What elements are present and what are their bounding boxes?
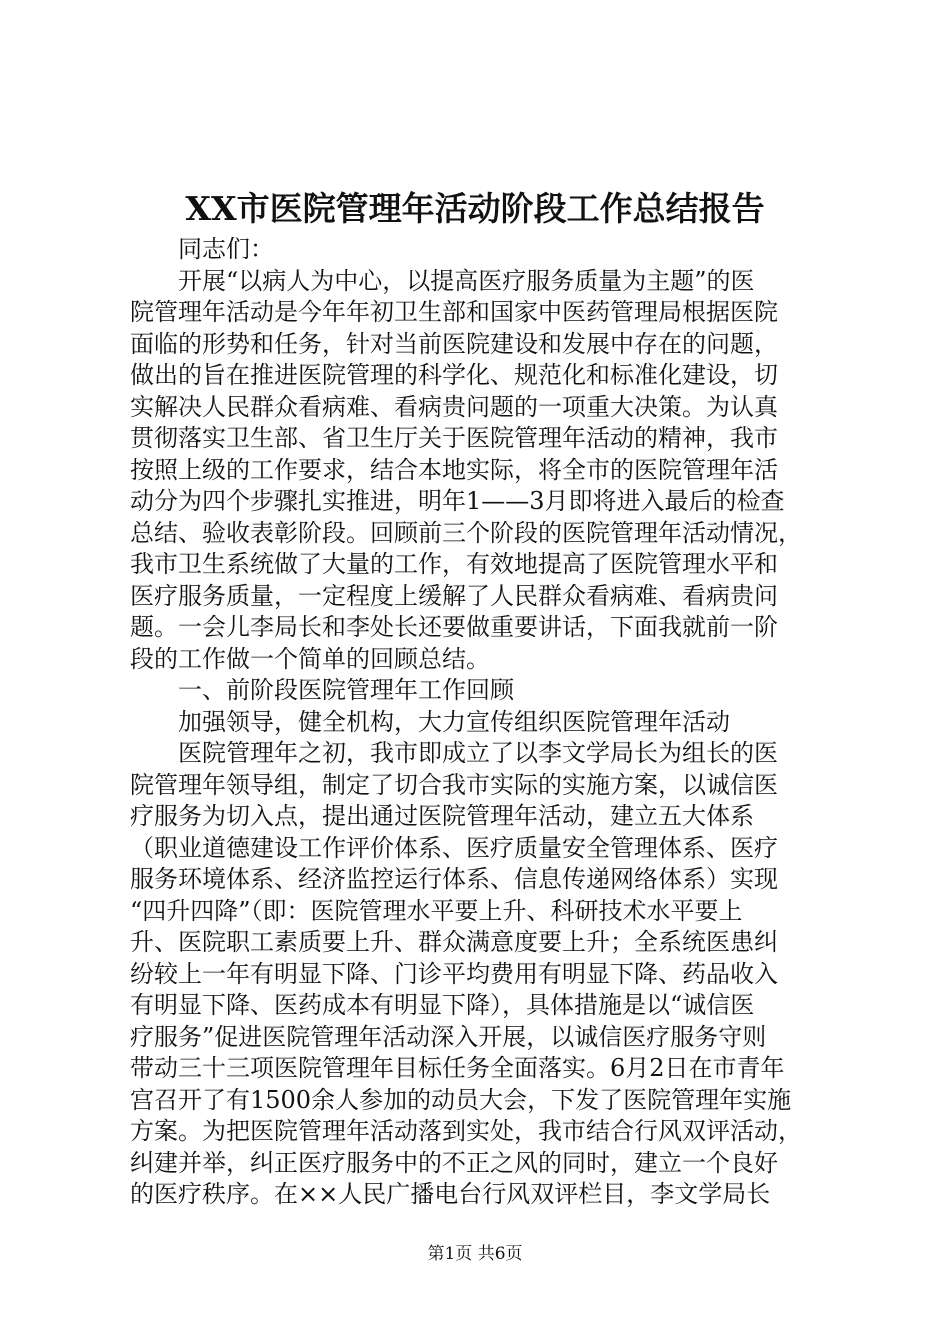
body-line: 院管理年领导组，制定了切合我市实际的实施方案，以诚信医 bbox=[130, 770, 778, 799]
body-line: 总结、验收表彰阶段。回顾前三个阶段的医院管理年活动情况， bbox=[130, 518, 802, 547]
body-line: 按照上级的工作要求，结合本地实际，将全市的医院管理年活 bbox=[130, 455, 778, 484]
body-line: 开展“以病人为中心，以提高医疗服务质量为主题”的医 bbox=[178, 266, 755, 295]
body-line: 做出的旨在推进医院管理的科学化、规范化和标准化建设，切 bbox=[130, 361, 778, 389]
body-line: 动分为四个步骤扎实推进，明年1——3月即将进入最后的检查 bbox=[130, 487, 785, 515]
body-line: 段的工作做一个简单的回顾总结。 bbox=[130, 644, 490, 673]
body-line: 面临的形势和任务，针对当前医院建设和发展中存在的问题， bbox=[130, 329, 778, 358]
body-line: 疗服务”促进医院管理年活动深入开展，以诚信医疗服务守则 bbox=[130, 1022, 767, 1051]
body-line: 加强领导，健全机构，大力宣传组织医院管理年活动 bbox=[178, 707, 730, 736]
body-line: 贯彻落实卫生部、省卫生厅关于医院管理年活动的精神，我市 bbox=[130, 424, 778, 452]
body-line: 院管理年活动是今年年初卫生部和国家中医药管理局根据医院 bbox=[130, 298, 778, 326]
body-line: 医疗服务质量，一定程度上缓解了人民群众看病难、看病贵问 bbox=[130, 581, 778, 610]
body-line: 纠建并举，纠正医疗服务中的不正之风的同时，建立一个良好 bbox=[130, 1148, 778, 1177]
document-title: XX市医院管理年活动阶段工作总结报告 bbox=[185, 189, 765, 228]
body-line: 实解决人民群众看病难、看病贵问题的一项重大决策。为认真 bbox=[130, 392, 778, 421]
body-line: 的医疗秩序。在××人民广播电台行风双评栏目，李文学局长 bbox=[130, 1180, 771, 1208]
body-line: 我市卫生系统做了大量的工作，有效地提高了医院管理水平和 bbox=[130, 550, 778, 578]
body-line: 同志们： bbox=[178, 235, 274, 263]
body-line: 一、前阶段医院管理年工作回顾 bbox=[178, 676, 514, 704]
body-line: 疗服务为切入点，提出通过医院管理年活动，建立五大体系 bbox=[130, 802, 754, 830]
body-line: 服务环境体系、经济监控运行体系、信息传递网络体系）实现 bbox=[130, 865, 778, 893]
body-line: （职业道德建设工作评价体系、医疗质量安全管理体系、医疗 bbox=[130, 833, 778, 862]
body-line: 方案。为把医院管理年活动落到实处，我市结合行风双评活动， bbox=[130, 1117, 802, 1145]
body-line: 医院管理年之初，我市即成立了以李文学局长为组长的医 bbox=[178, 739, 778, 767]
body-line: 有明显下降、医药成本有明显下降），具体措施是以“诚信医 bbox=[130, 991, 755, 1019]
page-number-footer: 第1页 共6页 bbox=[427, 1244, 523, 1264]
body-line: 带动三十三项医院管理年目标任务全面落实。6月2日在市青年 bbox=[130, 1054, 785, 1082]
body-line: 升、医院职工素质要上升、群众满意度要上升；全系统医患纠 bbox=[130, 928, 778, 956]
body-line: 宫召开了有1500余人参加的动员大会，下发了医院管理年实施 bbox=[130, 1085, 792, 1114]
body-line: 题。一会儿李局长和李处长还要做重要讲话，下面我就前一阶 bbox=[130, 613, 778, 641]
document-body bbox=[130, 234, 830, 1211]
body-line: 纷较上一年有明显下降、门诊平均费用有明显下降、药品收入 bbox=[130, 959, 778, 988]
body-line: “四升四降”（即：医院管理水平要上升、科研技术水平要上 bbox=[130, 896, 743, 925]
